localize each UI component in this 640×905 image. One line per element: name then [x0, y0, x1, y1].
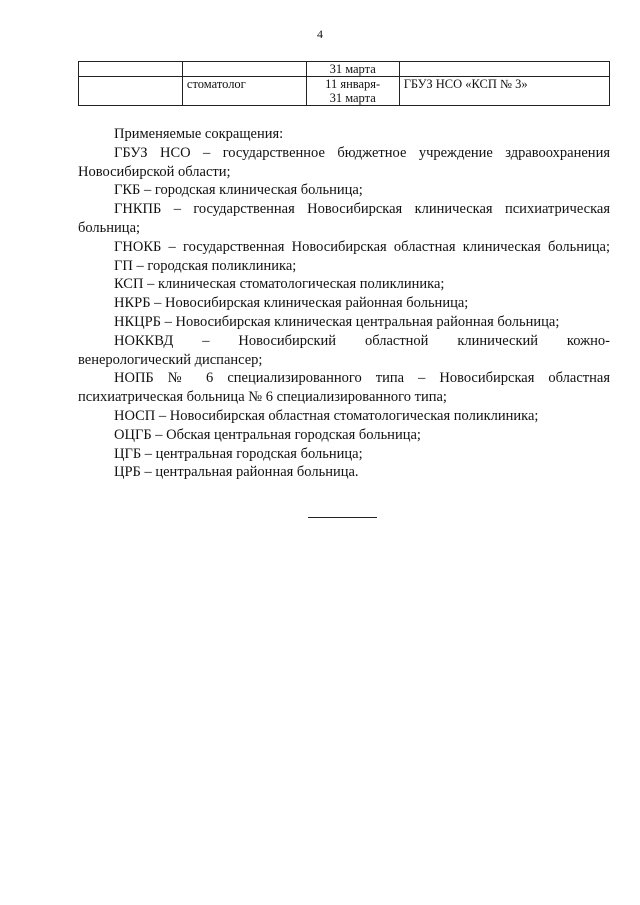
abbreviation-line: НОККВД – Новосибирский областной клинический кожно- — [114, 332, 610, 349]
abbreviation-line: НОПБ № 6 специализированного типа – Новосибирская областная — [114, 370, 610, 387]
schedule-table — [78, 61, 610, 106]
abbreviation-line: ГНКПБ – государственная Новосибирская клиническая психиатрическая — [114, 201, 610, 218]
period-line: 11 января- — [325, 77, 381, 91]
table-cell-period — [306, 62, 399, 77]
abbreviation-line: ГП – городская поликлиника; — [114, 257, 297, 274]
table-cell-specialty: стоматолог — [182, 77, 306, 106]
table-cell — [79, 77, 183, 106]
table-cell — [399, 62, 609, 77]
table-cell — [182, 62, 306, 77]
section-heading: Применяемые сокращения: — [114, 126, 284, 142]
abbreviation-line: ГБУЗ НСО – государственное бюджетное учреждение здравоохранения — [114, 144, 610, 161]
abbreviation-line: ЦРБ – центральная районная больница. — [114, 464, 359, 481]
abbreviation-line: ГНОКБ – государственная Новосибирская областная клиническая больница; — [114, 238, 610, 255]
abbreviation-line: Новосибирской области; — [78, 163, 231, 180]
abbreviation-line: НКЦРБ – Новосибирская клиническая центральная районная больница; — [114, 313, 560, 330]
abbreviation-line: ГКБ – городская клиническая больница; — [114, 182, 363, 199]
table-cell — [79, 62, 183, 77]
abbreviation-line: психиатрическая больница № 6 специализированного типа; — [78, 389, 447, 406]
table-row — [79, 77, 610, 106]
abbreviation-line: венерологический диспансер; — [78, 351, 263, 368]
abbreviation-line: больница; — [78, 219, 141, 236]
abbreviation-line: КСП – клиническая стоматологическая поликлиника; — [114, 276, 445, 293]
table-cell-period — [306, 77, 399, 106]
page-number: 4 — [317, 27, 323, 41]
abbreviation-line: ЦГБ – центральная городская больница; — [114, 445, 363, 462]
abbreviations-section — [78, 125, 610, 482]
abbreviation-line: НОСП – Новосибирская областная стоматологическая поликлиника; — [114, 407, 539, 424]
table-cell-organization: ГБУЗ НСО «КСП № 3» — [399, 77, 609, 106]
closing-rule — [308, 517, 377, 518]
abbreviation-line: НКРБ – Новосибирская клиническая районная больница; — [114, 295, 469, 312]
abbreviation-line: ОЦГБ – Обская центральная городская больница; — [114, 426, 421, 443]
table-row — [79, 62, 610, 77]
period-line: 31 марта — [329, 91, 376, 105]
period-line: 31 марта — [329, 62, 376, 76]
